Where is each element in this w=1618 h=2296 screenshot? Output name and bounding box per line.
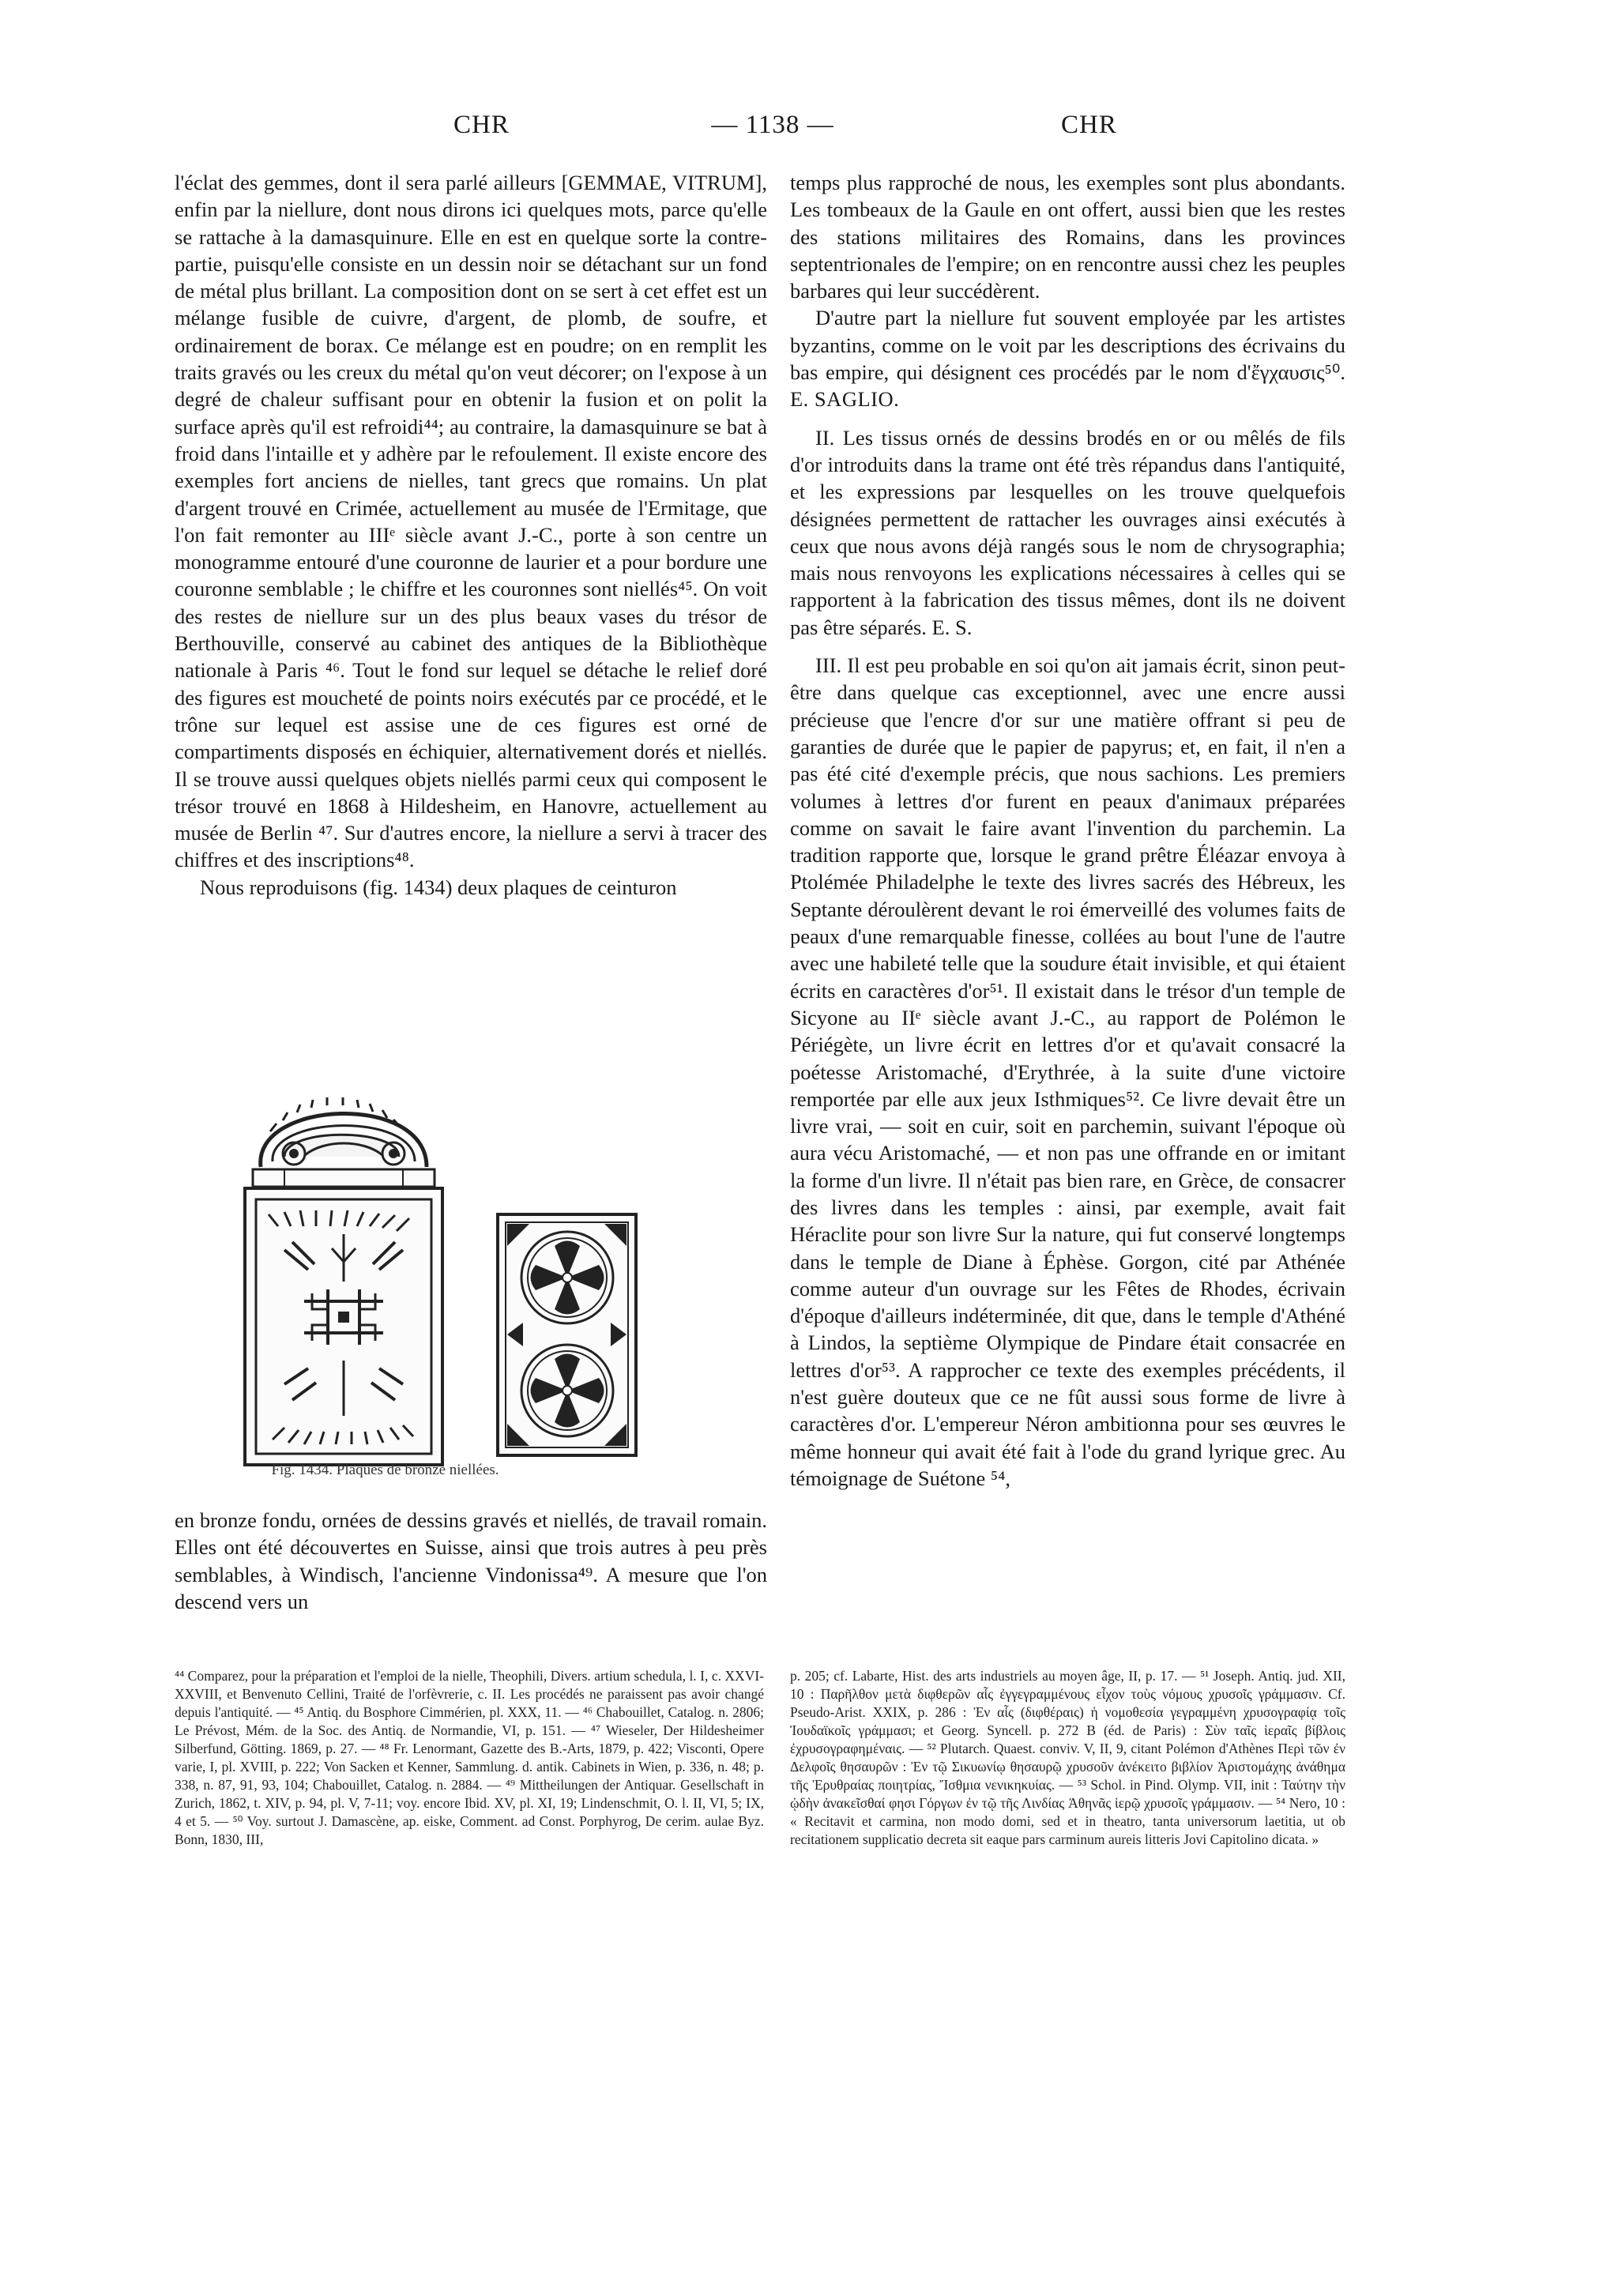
right-paragraph-3-text: II. Les tissus ornés de dessins brodés en or ou mêlés de fils d'or introduits dans la trame ont été très répandus dans l'antiquité, et les expressions par lesquelles on les trouve quelquefois désignées permettent de rattacher les ouvrages ainsi exécutés à ceux que nous avons déjà rangés sous le nom de chrysographia; mais nous renvoyons les explications nécessaires à celles qui se rapportent à la fabrication des tissus mêmes, dont ils ne doivent pas être séparés.: [790, 425, 1345, 639]
left-column-lower: [175, 1507, 767, 1615]
right-column: [790, 169, 1345, 1492]
page-number: — 1138 —: [711, 111, 834, 139]
running-head-right: CHR: [1061, 111, 1117, 139]
figure-1434-plaques: [229, 1068, 672, 1479]
footnotes-left-text: ⁴⁴ Comparez, pour la préparation et l'emploi de la nielle, Theophili, Divers. artium schedula, l. I, c. XXVI-XXVIII, et Benvenuto Cellini, Traité de l'orfèvrerie, c. II. Les procédés ne paraissent pas avoir changé depuis l'antiquité. — ⁴⁵ Antiq. du Bosphore Cimmérien, pl. XXX, 11. — ⁴⁶ Chabouillet, Catalog. n. 2806; Le Prévost, Mém. de la Soc. des Antiq. de Normandie, VI, p. 151. — ⁴⁷ Wieseler, Der Hildesheimer Silberfund, Götting. 1869, p. 27. — ⁴⁸ Fr. Lenormant, Gazette des B.-Arts, 1879, p. 422; Visconti, Opere varie, I, pl. XVIII, p. 222; Von Sacken et Kenner, Sammlung. d. antik. Cabinets in Wien, p. 336, n. 48; p. 338, n. 87, 91, 93, 104; Chabouillet, Catalog. n. 2884. — ⁴⁹ Mittheilungen der Antiquar. Gesellschaft in Zurich, 1862, t. XIV, p. 94, pl. V, 7-11; voy. encore Ibid. XV, pl. XI, 19; Lindenschmit, O. l. II, VI, 5; IX, 4 et 5. — ⁵⁰ Voy. surtout J. Damascène, ap. eiske, Comment. ad Const. Porphyrog, De cerim. aulae Byz. Bonn, 1830, III,: [175, 1668, 764, 1847]
right-paragraph-1: temps plus rapproché de nous, les exemples sont plus abondants. Les tombeaux de la Gaule en ont offert, aussi bien que les restes des stations militaires des Romains, dans les provinces septentrionales de l'empire; on en rencontre aussi chez les peuples barbares qui leur succédèrent.: [790, 171, 1345, 303]
figure-caption: [0, 1462, 770, 1479]
signature-saglio: E. SAGLIO.: [790, 387, 900, 412]
running-head-left: CHR: [453, 111, 510, 139]
footnotes-right-text: p. 205; cf. Labarte, Hist. des arts industriels au moyen âge, II, p. 17. — ⁵¹ Joseph. Antiq. jud. XII, 10 : Παρῆλθον μετὰ διφθερῶν αἷς ἐγγεγραμμένους εἶχον τοὺς νόμους χρυσοῖς γράμμασιν. Cf. Pseudo-Arist. XXIX, p. 286 : Ἐν αἷς (διφθέραις) ἡ νομοθεσία γεγραμμένη χρυσογραφίᾳ τοῖς Ἰουδαϊκοῖς γράμμασι; et Georg. Syncell. p. 272 B (éd. de Paris) : Σὺν ταῖς ἱεραῖς βίβλοις ἐχρυσογραφημέναις. — ⁵² Plutarch. Quaest. conviv. V, II, 9, citant Polémon d'Athènes Περὶ τῶν ἐν Δελφοῖς θησαυρῶν : Ἐν τῷ Σικυωνίῳ θησαυρῷ χρυσοῦν ἀνέκειτο βιβλίον Ἀριστομάχης ἀνάθημα τῆς Ἐρυθραίας ποιητρίας, Ἴσθμια νενικηκυίας. — ⁵³ Schol. in Pind. Olymp. VII, init : Ταύτην τὴν ᾠδὴν ἀνακεῖσθαί φησι Γόργων ἐν τῷ τῆς Λινδίας Ἀθηνᾶς ἱερῷ χρυσοῖς γράμμασιν. — ⁵⁴ Nero, 10 : « Recitavit et carmina, non modo domi, sed et in theatro, tanta universorum laetitia, ut ob recitationem supplicatio decreta sit eaque pars carminum aureis litteris Jovi Capitolino dicata. »: [790, 1668, 1345, 1847]
right-paragraph-4: III. Il est peu probable en soi qu'on ait jamais écrit, sinon peut-être dans quelque cas exceptionnel, avec une encre aussi précieuse que l'encre d'or sur une matière offrant si peu de garanties de durée que le papier de papyrus; et, en fait, il n'en a pas été cité d'exemple précis, que nous sachions. Les premiers volumes à lettres d'or furent en peaux d'animaux préparées comme on savait le faire avant l'invention du parchemin. La tradition rapporte que, lorsque le grand prêtre Éléazar envoya à Ptolémée Philadelphe le texte des livres sacrés des Hébreux, les Septante déroulèrent devant le roi émerveillé des volumes faits de peaux d'une remarquable finesse, collées au bout l'une de l'autre avec une habileté telle que la soudure était invisible, et qui étaient écrits en caractères d'or⁵¹. Il existait dans le trésor d'un temple de Sicyone au IIᵉ siècle avant J.-C., au rapport de Polémon le Périégète, un livre écrit en lettres d'or et qu'avait consacré la poétesse Aristomaché, d'Erythrée, à la suite d'une victoire remportée par elle aux jeux Isthmiques⁵². Ce livre devait être un livre vrai, — soit en cuir, soit en parchemin, suivant l'époque où aura vécu Aristomaché, — et non pas une offrande en or imitant la forme d'un livre. Il n'était pas bien rare, en Grèce, de consacrer des livres dans les temples : ainsi, par exemple, avait fait Héraclite pour son livre Sur la nature, qui fut conservé longtemps dans le temple de Diane à Éphèse. Gorgon, cité par Athénée comme auteur d'un ouvrage sur les Fêtes de Rhodes, écrivain d'époque d'ailleurs indéterminée, dit que, dans le temple d'Athéné à Lindos, la septième Olympique de Pindare était consacrée en lettres d'or⁵³. A rapprocher ce texte des exemples précédents, il n'est guère douteux que ce ne fût aussi sous forme de livre à caractères d'or. L'empereur Néron ambitionna pour ses œuvres le même honneur qui avait été fait à l'ode du grand lyrique grec. Au témoignage de Suétone ⁵⁴,: [790, 653, 1345, 1490]
right-paragraph-2-text: D'autre part la niellure fut souvent employée par les artistes byzantins, comme on le voit par les descriptions des écrivains du bas empire, qui désignent ces procédés par le nom d'ἔγχαυσις⁵⁰.: [790, 306, 1345, 385]
figure-caption-text: Plaques de bronze niellées.: [336, 1462, 499, 1478]
left-paragraph-3: en bronze fondu, ornées de dessins gravés et niellés, de travail romain. Elles ont été découvertes en Suisse, ainsi que trois autres à peu près semblables, à Windisch, l'ancienne Vindonissa⁴⁹. A mesure que l'on descend vers un: [175, 1508, 767, 1613]
right-paragraph-2: [790, 304, 1345, 412]
left-paragraph-1: l'éclat des gemmes, dont il sera parlé ailleurs [GEMMAE, VITRUM], enfin par la niellure, dont nous dirons ici quelques mots, parce qu'elle se rattache à la damasquinure. Elle en est en quelque sorte la contre-partie, puisqu'elle consiste en un dessin noir se détachant sur un fond de métal plus brillant. La composition dont on se sert à cet effet est un mélange fusible de cuivre, d'argent, de plomb, de soufre, et ordinairement de borax. Ce mélange est en poudre; on en remplit les traits gravés ou les creux du métal qu'on veut décorer; on l'expose à un degré de chaleur suffisant pour en obtenir la fusion et on polit la surface après qu'il est refroidi⁴⁴; au contraire, la damasquinure se bat à froid dans l'intaille et y adhère par le refoulement. Il existe encore des exemples fort anciens de nielles, tant grecs que romains. Un plat d'argent trouvé en Crimée, actuellement au musée de l'Ermitage, que l'on fait remonter au IIIᵉ siècle avant J.-C., porte à son centre un monogramme entouré d'une couronne de laurier et a pour bordure une couronne semblable ; le chiffre et les couronnes sont niellés⁴⁵. On voit des restes de niellure sur un des plus beaux vases du trésor de Berthouville, conservé au cabinet des antiques de la Bibliothèque nationale à Paris ⁴⁶. Tout le fond sur lequel se détache le relief doré des figures est moucheté de points noirs exécutés par ce procédé, et le trône sur lequel est assise une de ces figures est orné de compartiments disposés en échiquier, alternativement dorés et niellés. Il se trouve aussi quelques objets niellés parmi ceux qui composent le trésor trouvé en 1868 à Hildesheim, en Hanovre, actuellement au musée de Berlin ⁴⁷. Sur d'autres encore, la niellure a servi à tracer des chiffres et des inscriptions⁴⁸.: [175, 171, 767, 872]
plaque-1-illustration: [245, 1097, 442, 1465]
left-paragraph-2: Nous reproduisons (fig. 1434) deux plaques de ceinturon: [200, 875, 677, 899]
left-column-upper: [175, 169, 767, 901]
right-paragraph-3: [790, 424, 1345, 641]
figure-label: Fig. 1434.: [271, 1462, 333, 1478]
footnotes-left: [175, 1667, 764, 1849]
plaque-2-illustration: [498, 1214, 636, 1455]
footnotes-right: [790, 1667, 1345, 1849]
signature-es: E. S.: [931, 615, 973, 639]
